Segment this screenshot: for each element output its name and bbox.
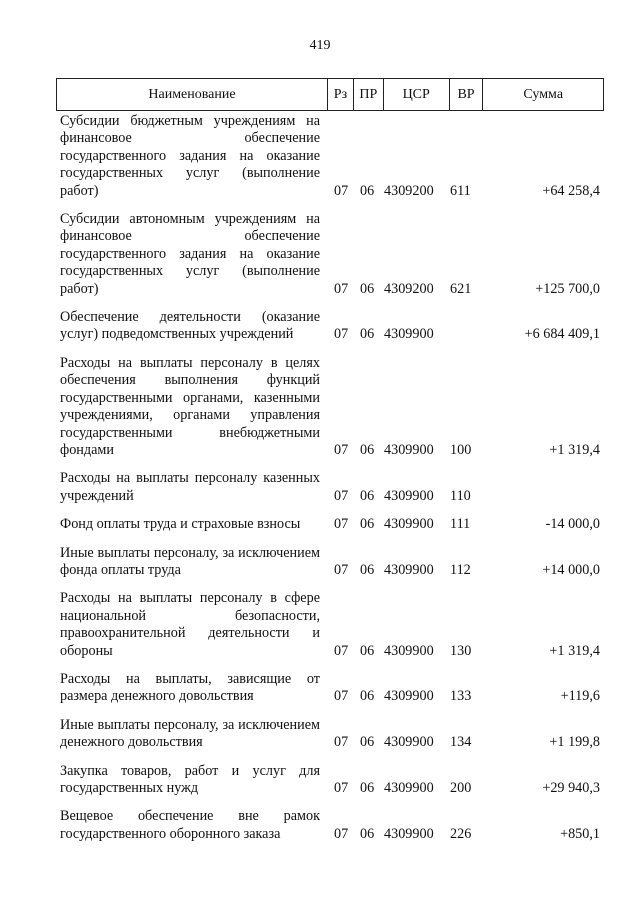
row-vr: 112 (450, 561, 471, 578)
row-sum: +14 000,0 (542, 561, 600, 578)
row-name: Субсидии бюджетным учреждениям на финансовое обеспечение государственного задания на оказание государственных услуг (выполнение работ) (60, 113, 320, 199)
row-vr: 130 (450, 642, 472, 659)
table-row (56, 763, 604, 798)
table-row (56, 545, 604, 580)
row-pr: 06 (360, 825, 375, 842)
budget-table (56, 78, 604, 854)
row-csr: 4309900 (384, 516, 434, 533)
row-pr: 06 (360, 642, 375, 659)
row-rz: 07 (334, 561, 349, 578)
table-row (56, 516, 604, 533)
row-vr: 226 (450, 825, 472, 842)
row-csr: 4309200 (384, 280, 434, 297)
row-name: Иные выплаты персоналу, за исключением денежного довольствия (60, 716, 320, 751)
row-sum: +29 940,3 (542, 780, 600, 796)
row-name: Расходы на выплаты, зависящие от размера денежного довольствия (60, 670, 320, 705)
row-sum: -14 000,0 (545, 516, 600, 533)
row-rz: 07 (334, 441, 349, 458)
row-csr: 4309900 (384, 734, 434, 751)
row-sum: +119,6 (560, 688, 600, 705)
table-row (56, 355, 604, 459)
table-body (56, 113, 604, 843)
table-row (56, 671, 604, 706)
row-name: Расходы на выплаты персоналу в сфере национальной безопасности, правоохранительной деятельности и обороны (60, 590, 320, 659)
row-vr: 133 (450, 688, 472, 705)
row-csr: 4309900 (384, 825, 434, 842)
row-vr: 611 (450, 182, 471, 199)
row-rz: 07 (334, 734, 349, 751)
row-pr: 06 (360, 734, 375, 751)
table-row (56, 808, 604, 843)
table-header (56, 78, 604, 111)
row-csr: 4309900 (384, 642, 434, 659)
header-sum: Сумма (523, 86, 564, 102)
table-row (56, 113, 604, 200)
row-rz: 07 (334, 825, 349, 842)
row-vr: 200 (450, 780, 472, 796)
row-rz: 07 (334, 780, 349, 796)
row-name: Закупка товаров, работ и услуг для государственных нужд (60, 762, 320, 796)
header-rz: Рз (328, 79, 354, 110)
row-pr: 06 (360, 688, 375, 705)
row-rz: 07 (334, 182, 349, 199)
table-row (56, 590, 604, 660)
table-row (56, 717, 604, 752)
row-vr: 100 (450, 441, 472, 458)
row-vr: 134 (450, 734, 472, 751)
row-csr: 4309900 (384, 561, 434, 578)
row-name: Расходы на выплаты персоналу казенных учреждений (60, 470, 320, 504)
row-name: Вещевое обеспечение вне рамок государственного оборонного заказа (60, 808, 320, 842)
row-pr: 06 (360, 561, 375, 578)
table-row (56, 470, 604, 505)
row-pr: 06 (360, 780, 375, 796)
row-csr: 4309200 (384, 182, 434, 199)
row-rz: 07 (334, 642, 349, 659)
row-rz: 07 (334, 516, 349, 533)
header-vr: ВР (450, 79, 484, 110)
row-vr: 111 (450, 516, 471, 533)
row-pr: 06 (360, 441, 375, 458)
row-sum: +1 319,4 (549, 441, 600, 458)
header-name: Наименование (57, 79, 328, 110)
row-rz: 07 (334, 326, 349, 343)
row-sum: +64 258,4 (542, 182, 600, 199)
row-csr: 4309900 (384, 688, 434, 705)
table-row (56, 309, 604, 344)
row-name: Обеспечение деятельности (оказание услуг) подведомственных учреждений (60, 309, 320, 343)
row-csr: 4309900 (384, 441, 434, 458)
page-number: 419 (309, 38, 331, 53)
row-sum: +1 199,8 (549, 734, 600, 751)
row-name: Фонд оплаты труда и страховые взносы (60, 516, 301, 533)
row-vr: 110 (450, 487, 471, 504)
row-pr: 06 (360, 326, 375, 343)
row-sum: +1 319,4 (549, 642, 600, 659)
table-row (56, 211, 604, 298)
row-name: Иные выплаты персоналу, за исключением фонда оплаты труда (60, 544, 320, 578)
row-csr: 4309900 (384, 326, 434, 343)
header-csr: ЦСР (384, 79, 450, 110)
row-name: Расходы на выплаты персоналу в целях обеспечения выполнения функций государственными органами, казенными учреждениями, органами управления государственными внебюджетными фондами (60, 354, 320, 458)
row-sum: +125 700,0 (535, 280, 600, 297)
header-pr: ПР (354, 79, 384, 110)
row-name: Субсидии автономным учреждениям на финансовое обеспечение государственного задания на оказание государственных услуг (выполнение работ) (60, 211, 320, 297)
row-rz: 07 (334, 280, 349, 297)
row-csr: 4309900 (384, 487, 434, 504)
row-sum: +6 684 409,1 (524, 326, 600, 343)
row-vr: 621 (450, 280, 472, 297)
row-pr: 06 (360, 487, 375, 504)
row-pr: 06 (360, 182, 375, 199)
row-csr: 4309900 (384, 780, 434, 796)
row-rz: 07 (334, 688, 349, 705)
row-pr: 06 (360, 516, 375, 533)
row-pr: 06 (360, 280, 375, 297)
row-rz: 07 (334, 487, 349, 504)
row-sum: +850,1 (560, 825, 600, 842)
